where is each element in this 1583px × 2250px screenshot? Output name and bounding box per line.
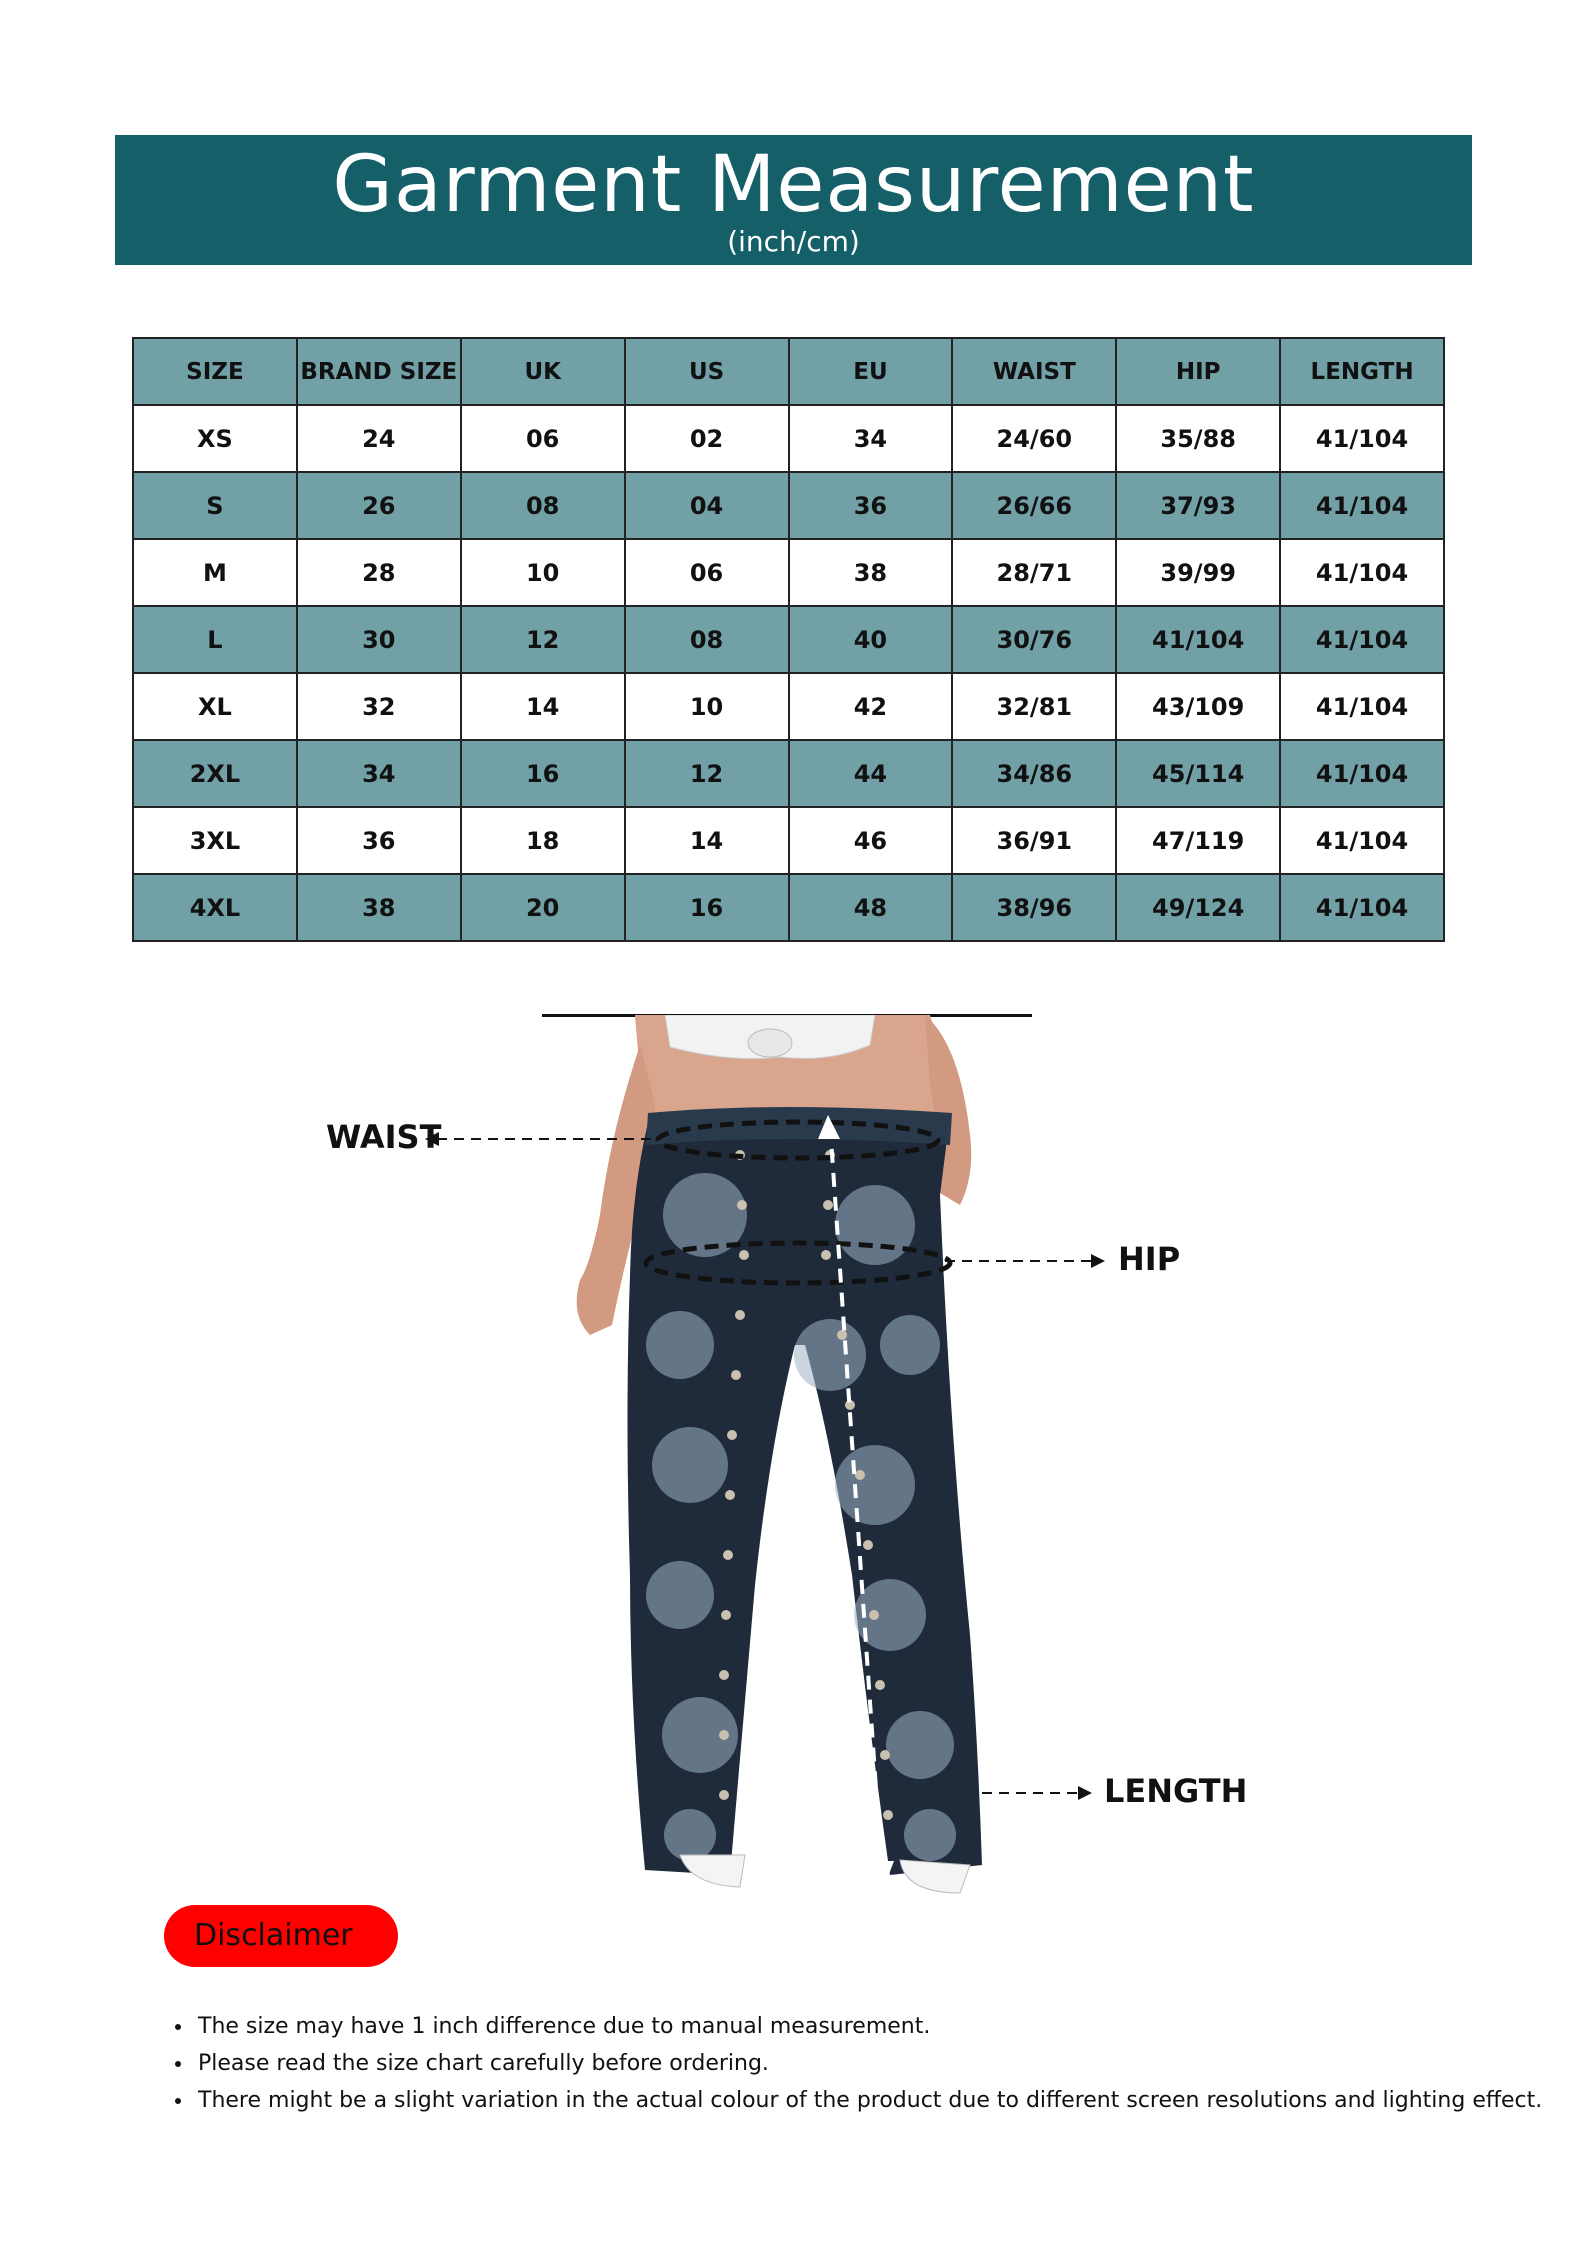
waist-label: WAIST: [326, 1118, 442, 1156]
disclaimer-notes: [162, 2008, 1583, 2119]
table-cell: 2XL: [133, 740, 297, 807]
length-label: LENGTH: [1104, 1772, 1248, 1810]
table-cell: 04: [625, 472, 789, 539]
disclaimer-badge: Disclaimer: [164, 1905, 398, 1967]
table-cell: 36: [789, 472, 953, 539]
table-cell: 32/81: [952, 673, 1116, 740]
table-cell: 3XL: [133, 807, 297, 874]
table-cell: 36: [297, 807, 461, 874]
table-header-row: [133, 338, 1444, 405]
table-cell: XS: [133, 405, 297, 472]
table-cell: 20: [461, 874, 625, 941]
table-cell: 47/119: [1116, 807, 1280, 874]
table-cell: 30: [297, 606, 461, 673]
table-cell: 38: [297, 874, 461, 941]
column-header: SIZE: [133, 338, 297, 405]
table-cell: 10: [625, 673, 789, 740]
table-cell: 02: [625, 405, 789, 472]
table-cell: 41/104: [1280, 807, 1444, 874]
length-arrow: [982, 1781, 1092, 1805]
table-cell: 44: [789, 740, 953, 807]
table-cell: L: [133, 606, 297, 673]
table-cell: 41/104: [1280, 673, 1444, 740]
table-cell: 24: [297, 405, 461, 472]
size-chart-table: [132, 337, 1445, 942]
list-item: • Please read the size chart carefully before ordering.: [194, 2045, 1583, 2082]
table-cell: 46: [789, 807, 953, 874]
table-cell: 38: [789, 539, 953, 606]
table-cell: 24/60: [952, 405, 1116, 472]
table-row: [133, 405, 1444, 472]
column-header: WAIST: [952, 338, 1116, 405]
table-row: [133, 740, 1444, 807]
table-cell: 08: [461, 472, 625, 539]
table-cell: 41/104: [1280, 606, 1444, 673]
table-cell: 26/66: [952, 472, 1116, 539]
table-cell: 41/104: [1116, 606, 1280, 673]
table-cell: 41/104: [1280, 539, 1444, 606]
column-header: UK: [461, 338, 625, 405]
table-cell: 34: [297, 740, 461, 807]
table-cell: 34/86: [952, 740, 1116, 807]
table-cell: 41/104: [1280, 405, 1444, 472]
table-cell: 36/91: [952, 807, 1116, 874]
table-cell: 4XL: [133, 874, 297, 941]
list-item: • The size may have 1 inch difference due to manual measurement.: [194, 2008, 1583, 2045]
table-cell: 38/96: [952, 874, 1116, 941]
table-cell: 35/88: [1116, 405, 1280, 472]
table-cell: 28: [297, 539, 461, 606]
table-cell: 14: [461, 673, 625, 740]
table-cell: 41/104: [1280, 472, 1444, 539]
table-cell: 34: [789, 405, 953, 472]
table-cell: 30/76: [952, 606, 1116, 673]
table-cell: 26: [297, 472, 461, 539]
table-cell: XL: [133, 673, 297, 740]
table-cell: 12: [461, 606, 625, 673]
table-row: [133, 539, 1444, 606]
table-cell: M: [133, 539, 297, 606]
table-cell: 06: [461, 405, 625, 472]
table-cell: 37/93: [1116, 472, 1280, 539]
table-cell: 28/71: [952, 539, 1116, 606]
table-cell: 41/104: [1280, 874, 1444, 941]
table-cell: 41/104: [1280, 740, 1444, 807]
unit-subtitle: (inch/cm): [727, 225, 860, 258]
table-cell: 16: [461, 740, 625, 807]
table-row: [133, 874, 1444, 941]
table-cell: 16: [625, 874, 789, 941]
waist-arrow: [425, 1127, 665, 1151]
table-cell: 40: [789, 606, 953, 673]
table-cell: S: [133, 472, 297, 539]
table-row: [133, 673, 1444, 740]
table-cell: 39/99: [1116, 539, 1280, 606]
table-cell: 45/114: [1116, 740, 1280, 807]
column-header: BRAND SIZE: [297, 338, 461, 405]
table-row: [133, 807, 1444, 874]
table-cell: 10: [461, 539, 625, 606]
table-cell: 18: [461, 807, 625, 874]
table-cell: 43/109: [1116, 673, 1280, 740]
table-cell: 06: [625, 539, 789, 606]
header-banner: [115, 135, 1472, 265]
column-header: HIP: [1116, 338, 1280, 405]
hip-arrow: [945, 1249, 1105, 1273]
page-title: Garment Measurement: [332, 140, 1255, 230]
table-cell: 12: [625, 740, 789, 807]
table-cell: 49/124: [1116, 874, 1280, 941]
table-cell: 08: [625, 606, 789, 673]
table-row: [133, 472, 1444, 539]
table-row: [133, 606, 1444, 673]
column-header: US: [625, 338, 789, 405]
hip-label: HIP: [1118, 1240, 1181, 1278]
list-item: • There might be a slight variation in the actual colour of the product due to different screen resolutions and lighting effect.: [194, 2082, 1583, 2119]
table-cell: 42: [789, 673, 953, 740]
column-header: EU: [789, 338, 953, 405]
table-cell: 48: [789, 874, 953, 941]
table-cell: 14: [625, 807, 789, 874]
column-header: LENGTH: [1280, 338, 1444, 405]
table-cell: 32: [297, 673, 461, 740]
